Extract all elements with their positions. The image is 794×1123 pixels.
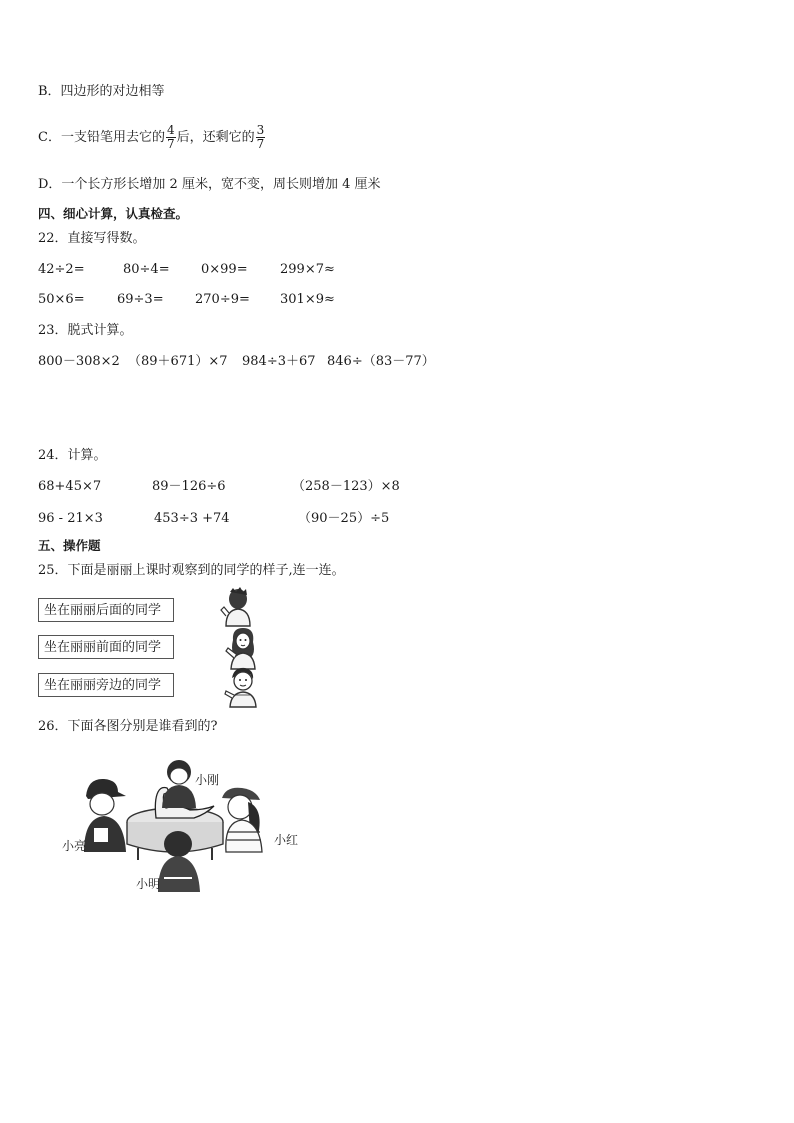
choice-d: D．一个长方形长增加 2 厘米，宽不变，周长则增加 4 厘米 (38, 177, 381, 192)
q22-item: 42÷2= (38, 262, 85, 277)
choice-c-text-2: 后，还剩它的 (176, 130, 255, 145)
table-scene-drawing (58, 752, 318, 902)
q22-item: 299×7≈ (280, 262, 335, 277)
fraction-numerator: 4 (166, 123, 175, 137)
q22-item: 270÷9= (195, 292, 250, 307)
q24-item: （258－123）×8 (292, 479, 400, 494)
question-26-title: 26．下面各图分别是谁看到的? (38, 719, 218, 734)
q22-item: 69÷3= (117, 292, 164, 307)
q22-item: 50×6= (38, 292, 85, 307)
table-scene-illustration (58, 752, 318, 902)
q22-item: 80÷4= (123, 262, 170, 277)
question-22-title: 22．直接写得数。 (38, 231, 146, 246)
student-side-view-figure[interactable] (222, 664, 262, 708)
q24-item: 89－126÷6 (152, 479, 226, 494)
fraction-denominator: 7 (256, 137, 265, 151)
fraction-denominator: 7 (166, 137, 175, 151)
label-box-behind[interactable]: 坐在丽丽后面的同学 (38, 598, 174, 622)
q24-item: 453÷3 +74 (154, 511, 230, 526)
fraction-three-sevenths (256, 124, 266, 151)
q23-item: 984÷3＋67 (242, 354, 316, 369)
q24-item: 68+45×7 (38, 479, 102, 494)
question-23-title: 23．脱式计算。 (38, 323, 133, 338)
choice-c (38, 118, 266, 158)
student-back-view-figure[interactable] (218, 586, 258, 628)
name-label-xiaogang: 小刚 (195, 773, 220, 787)
q23-item: 800－308×2 (38, 354, 120, 369)
choice-b: B．四边形的对边相等 (38, 84, 165, 99)
fraction-four-sevenths (166, 124, 176, 151)
name-label-xiaohong: 小红 (274, 833, 299, 847)
q22-item: 301×9≈ (280, 292, 335, 307)
section-four-heading: 四、细心计算，认真检查。 (38, 206, 189, 221)
q23-item: （89＋671）×7 (128, 354, 228, 369)
question-25-title: 25．下面是丽丽上课时观察到的同学的样子,连一连。 (38, 563, 345, 578)
label-box-front[interactable]: 坐在丽丽前面的同学 (38, 635, 174, 659)
choice-c-text-1: C．一支铅笔用去它的 (38, 130, 165, 145)
q24-item: 96 - 21×3 (38, 511, 103, 526)
section-five-heading: 五、操作题 (38, 538, 101, 553)
name-label-xiaoliang: 小亮 (62, 839, 87, 853)
fraction-numerator: 3 (256, 123, 265, 137)
q23-item: 846÷（83－77） (327, 354, 435, 369)
q22-item: 0×99= (201, 262, 248, 277)
question-24-title: 24．计算。 (38, 448, 107, 463)
label-box-beside[interactable]: 坐在丽丽旁边的同学 (38, 673, 174, 697)
name-label-xiaoming: 小明 (136, 877, 161, 891)
q24-item: （90－25）÷5 (298, 511, 390, 526)
